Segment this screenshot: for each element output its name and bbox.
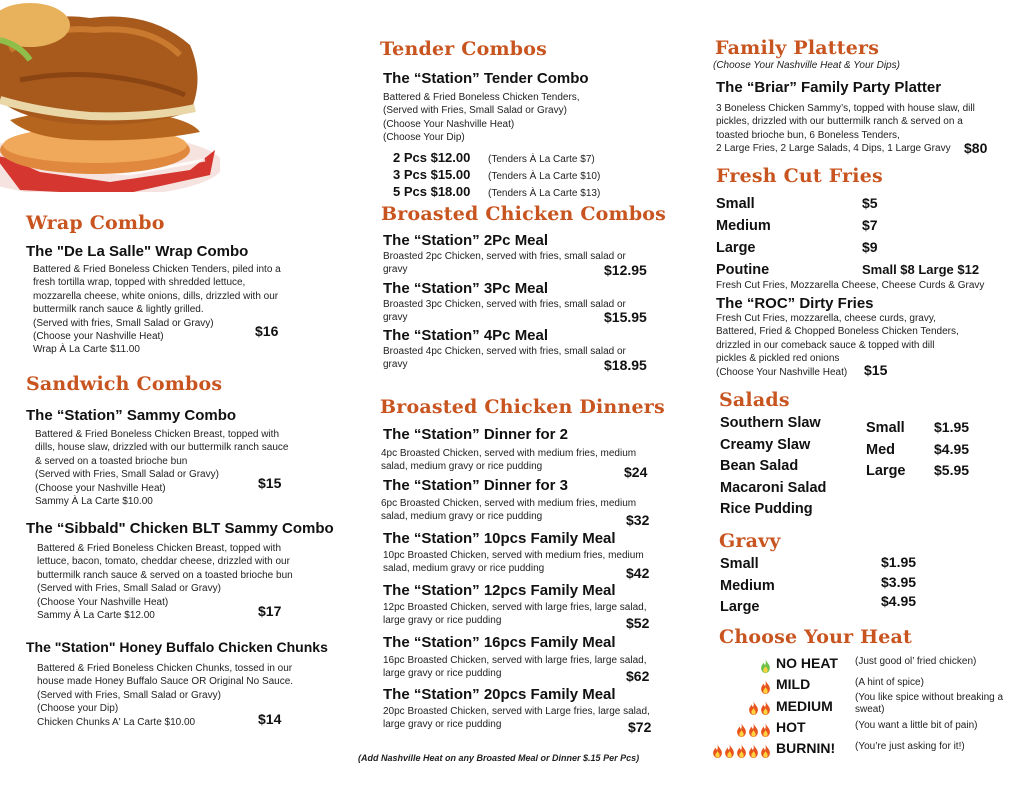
dirty-fries-item-name: The “ROC” Dirty Fries (716, 295, 874, 312)
dinner-price: $24 (624, 464, 648, 480)
flame-icon (748, 701, 759, 715)
wrap-combo-heading: Wrap Combo (26, 212, 165, 234)
salad-size-price: $4.95 (934, 440, 970, 457)
flame-icon (736, 723, 747, 737)
heat-level-row (700, 655, 1020, 676)
fries-size-price: $5 (862, 195, 878, 211)
sandwich-item-description: Battered & Fried Boneless Chicken Chunks, tossed in our house made Honey Buffalo Sauce OR Original No Sauce. (Served with Fries, Small Salad or Gravy) (Choose your Dip) Chicken Chunks A' La Carte $10.00 (37, 663, 294, 728)
dinner-description: 10pc Broasted Chicken, served with medium fries, medium salad, medium gravy or rice pudding (383, 550, 644, 575)
gravy-size-label: Small (720, 556, 759, 572)
dinner-description: 12pc Broasted Chicken, served with large fries, large salad, large gravy or rice pudding (383, 602, 647, 627)
tender-a-la-carte: (Tenders À La Carte $7) (488, 154, 595, 165)
salad-item: Bean Salad (720, 458, 799, 474)
broasted-combo-price: $15.95 (604, 309, 647, 325)
salad-size-label: Small (866, 420, 905, 436)
gravy-heading: Gravy (719, 530, 781, 552)
fries-size-price: $7 (862, 217, 878, 233)
tender-combos-heading: Tender Combos (380, 38, 548, 60)
family-platters-heading: Family Platters (715, 37, 880, 59)
fries-size-list (716, 193, 979, 279)
family-platters-subtitle: (Choose Your Nashville Heat & Your Dips) (713, 60, 900, 71)
gravy-size-list (720, 556, 775, 621)
dinner-description: 20pc Broasted Chicken, served with Large fries, large salad, large gravy or rice pudding (383, 706, 650, 731)
gravy-size-price: $4.95 (881, 593, 917, 609)
flame-icons (760, 677, 772, 696)
dinner-price: $72 (628, 719, 652, 735)
salad-size-price: $1.95 (934, 419, 970, 435)
fresh-cut-fries-heading: Fresh Cut Fries (716, 165, 883, 187)
salads-list (720, 415, 826, 523)
wrap-combo-description: Battered & Fried Boneless Chicken Tenders, piled into a fresh tortilla wrap, topped with shredded lettuce, mozzarella cheese, white onions, dills, drizzled with our buttermilk ranch sauce & lightly grilled. (Served with fries, Small Salad or Gravy) (Choose your Nashville Heat) Wrap À La Carte $11.00 (33, 264, 281, 356)
tender-combo-item-name: The “Station” Tender Combo (383, 70, 589, 87)
family-platter-item-name: The “Briar” Family Party Platter (716, 79, 942, 96)
heat-level-description: (You’re just asking for it!) (855, 741, 965, 752)
dinner-description: 4pc Broasted Chicken, served with medium fries, medium salad, medium gravy or rice pudding (381, 448, 637, 473)
flame-icon (724, 744, 735, 758)
flame-icon (760, 680, 771, 694)
dinner-price: $32 (626, 512, 650, 528)
gravy-size-price: $3.95 (881, 574, 917, 590)
fries-size-price: Small $8 Large $12 (862, 262, 980, 277)
sandwich-item-price: $15 (258, 475, 282, 491)
dinner-item-name: The “Station” Dinner for 2 (383, 426, 569, 443)
dinner-item-name: The “Station” 10pcs Family Meal (383, 530, 616, 547)
gravy-size-label: Medium (720, 577, 775, 594)
heat-level-description: (You want a little bit of pain) (855, 720, 978, 731)
gravy-price-list (881, 554, 916, 613)
sandwich-item-description: Battered & Fried Boneless Chicken Breast, topped with dills, house slaw, drizzled with our buttermilk ranch sauce & served on a toasted brioche bun (Served with Fries, Small Salad or Gravy) (Choose your Nashville Heat) Sammy À La Carte $10.00 (35, 429, 289, 508)
salad-size-list (866, 417, 969, 482)
tender-combo-description: Battered & Fried Boneless Chicken Tenders, (Served with Fries, Small Salad or Gravy) (Choose Your Nashville Heat) (Choose Your Dip) (383, 92, 580, 144)
heat-level-list (700, 655, 1020, 761)
broasted-combo-price: $18.95 (604, 357, 647, 373)
flame-icons (736, 720, 772, 739)
poutine-description: Fresh Cut Fries, Mozzarella Cheese, Cheese Curds & Gravy (716, 280, 985, 291)
tender-pieces-price: 5 Pcs $18.00 (393, 184, 471, 199)
flame-icon (712, 744, 723, 758)
family-platter-description: 3 Boneless Chicken Sammy’s, topped with house slaw, dill pickles, drizzled with our buttermilk ranch & served on a toasted brioche bun, 6 Boneless Tenders, 2 Large Fries, 2 Large Salads, 4 Dips, 1 Large Gravy (716, 103, 975, 155)
choose-heat-heading: Choose Your Heat (719, 626, 913, 648)
flame-icon (760, 723, 771, 737)
wrap-combo-item-name: The "De La Salle" Wrap Combo (26, 243, 249, 260)
flame-icon (760, 744, 771, 758)
dinner-price: $52 (626, 615, 650, 631)
dinner-description: 6pc Broasted Chicken, served with medium fries, medium salad, medium gravy or rice pudding (381, 498, 637, 523)
salad-item: Rice Pudding (720, 501, 813, 517)
fries-size-label: Poutine (716, 262, 770, 278)
gravy-size-price: $1.95 (881, 554, 917, 570)
gravy-size-label: Large (720, 599, 760, 615)
sandwich-item-price: $17 (258, 603, 282, 619)
heat-level-description: (Just good ol’ fried chicken) (855, 656, 977, 667)
sandwich-combos-heading: Sandwich Combos (26, 373, 223, 395)
broasted-combo-item-name: The “Station” 3Pc Meal (383, 280, 549, 297)
dinner-price: $62 (626, 668, 650, 684)
salad-size-label: Large (866, 463, 906, 479)
broasted-combo-description: Broasted 4pc Chicken, served with fries, small salad or gravy (383, 346, 626, 371)
fries-size-label: Medium (716, 218, 771, 234)
heat-level-label: HOT (776, 719, 806, 735)
flame-icon (748, 723, 759, 737)
dinner-price: $42 (626, 565, 650, 581)
sandwich-item-name: The “Sibbald" Chicken BLT Sammy Combo (26, 520, 334, 537)
flame-icons (748, 698, 772, 717)
salad-size-label: Med (866, 441, 895, 458)
salad-item: Macaroni Salad (720, 479, 827, 496)
broasted-combo-item-name: The “Station” 2Pc Meal (383, 232, 549, 249)
heat-level-label: BURNIN! (776, 740, 836, 756)
flame-icon (748, 744, 759, 758)
salad-size-price: $5.95 (934, 462, 970, 478)
tender-pieces-price: 2 Pcs $12.00 (393, 150, 471, 165)
heat-level-label: MILD (776, 676, 811, 692)
sandwich-item-name: The “Station” Sammy Combo (26, 407, 237, 424)
tender-a-la-carte: (Tenders À La Carte $10) (488, 171, 601, 182)
nashville-heat-footnote: (Add Nashville Heat on any Broasted Meal or Dinner $.15 Per Pcs) (358, 753, 640, 763)
wrap-combo-price: $16 (255, 323, 279, 339)
flame-icon (736, 744, 747, 758)
tender-pieces-price: 3 Pcs $15.00 (393, 167, 471, 182)
sandwich-item-description: Battered & Fried Boneless Chicken Breast, topped with lettuce, bacon, tomato, cheddar cheese, drizzled with our buttermilk ranch sauce & served on a toasted brioche bun (Served with Fries, Small Salad or Gravy) (Choose Your Nashville Heat) Sammy À La Carte $12.00 (37, 543, 293, 622)
heat-level-label: NO HEAT (776, 655, 838, 671)
dinner-item-name: The “Station” 12pcs Family Meal (383, 582, 616, 599)
heat-level-description: (A hint of spice) (855, 677, 924, 688)
salad-item: Southern Slaw (720, 415, 821, 431)
salads-heading: Salads (719, 389, 790, 411)
flame-icon (760, 659, 771, 673)
dirty-fries-price: $15 (864, 362, 888, 378)
flame-icon (760, 701, 771, 715)
fries-size-label: Large (716, 240, 756, 256)
salad-item: Creamy Slaw (720, 436, 811, 453)
heat-level-row (700, 692, 1020, 719)
broasted-combo-item-name: The “Station” 4Pc Meal (383, 327, 549, 344)
dirty-fries-description: Fresh Cut Fries, mozzarella, cheese curds, gravy, Battered, Fried & Chopped Boneless Chicken Tenders, drizzled in our comeback sauce & topped with dill pickles & pickled red onions (Choose Your Nashville Heat) (716, 313, 959, 378)
broasted-combo-description: Broasted 3pc Chicken, served with fries, small salad or gravy (383, 299, 626, 324)
chicken-sandwich-image (0, 0, 220, 192)
flame-icons (760, 656, 772, 675)
heat-level-row (700, 719, 1020, 740)
heat-level-label: MEDIUM (776, 698, 833, 714)
family-platter-price: $80 (964, 140, 988, 156)
fries-size-label: Small (716, 196, 755, 212)
tender-price-list (393, 147, 600, 198)
tender-a-la-carte: (Tenders À La Carte $13) (488, 188, 601, 199)
broasted-dinners-heading: Broasted Chicken Dinners (380, 396, 665, 418)
sandwich-item-price: $14 (258, 711, 282, 727)
heat-level-description: (You like spice without breaking a sweat) (855, 692, 1004, 715)
sandwich-item-name: The "Station" Honey Buffalo Chicken Chunks (26, 639, 328, 655)
broasted-combos-heading: Broasted Chicken Combos (381, 203, 667, 225)
broasted-combo-price: $12.95 (604, 262, 647, 278)
dinner-description: 16pc Broasted Chicken, served with large fries, large salad, large gravy or rice pudding (383, 655, 647, 680)
flame-icons (712, 741, 772, 760)
dinner-item-name: The “Station” 20pcs Family Meal (383, 686, 616, 703)
broasted-combo-description: Broasted 2pc Chicken, served with fries, small salad or gravy (383, 251, 626, 276)
dinner-item-name: The “Station” Dinner for 3 (383, 477, 569, 494)
fries-size-price: $9 (862, 239, 878, 255)
dinner-item-name: The “Station” 16pcs Family Meal (383, 634, 616, 651)
heat-level-row (700, 740, 1020, 761)
